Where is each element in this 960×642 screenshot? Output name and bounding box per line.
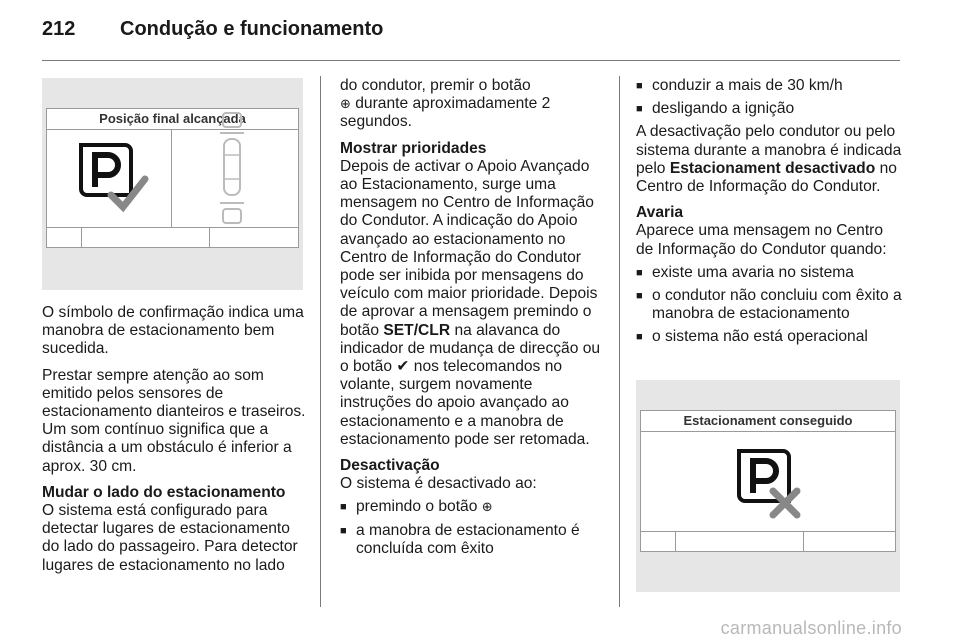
paragraph: A desactivação pelo condutor ou pelo sistema durante a manobra é indicada pelo Estacionament desactivado no Centro de Informação do Condutor. xyxy=(636,123,902,196)
status-message: Estacionament desactivado xyxy=(669,159,876,177)
list-item: ■ o condutor não concluiu com êxito a manobra de estacionamento xyxy=(636,287,902,323)
section-heading: Mudar o lado do estacionamento xyxy=(42,483,286,501)
paragraph: O símbolo de confirmação indica uma manobra de estacionamento bem sucedida. xyxy=(42,304,304,358)
list-item: ■ a manobra de estacionamento é concluída com êxito xyxy=(340,522,606,558)
paragraph: Depois de activar o Apoio Avançado ao Estacionamento, surge uma mensagem no Centro de Informação do Condutor. A indicação do Apoio avançado ao estacionamento no Centro de Informação do Condutor pode ser inibida por mensagens do veículo com maior prioridade. Depois de aprovar a mensagem premindo o botão SET/CLR na alavanca do indicador de mudança de direcção ou o botão ✔ nos telecomandos no volante, surgem novamente instruções do apoio avançado ao estacionamento e a manobra de estacionamento pode ser retomada. xyxy=(340,157,601,448)
figure-parking-success xyxy=(636,380,900,592)
page-number: 212 xyxy=(42,18,76,40)
paragraph: O sistema é desactivado ao: xyxy=(340,475,537,493)
column-3 xyxy=(636,77,902,352)
column-divider-2 xyxy=(619,76,620,607)
parking-p-cross-icon xyxy=(735,449,807,521)
column-1 xyxy=(42,304,308,583)
column-2 xyxy=(340,77,606,563)
paragraph: O sistema está configurado para detectar lugares de estacionamento do lado do passageiro. Para detector lugares de estacionamento no lado xyxy=(42,502,298,574)
paragraph: Prestar sempre atenção ao som emitido pelos sensores de estacionamento dianteiros e traseiros. Um som contínuo significa que a distância a um obstáculo é inferior a aprox. 30 cm. xyxy=(42,366,306,475)
page-header xyxy=(42,18,902,58)
display-screen xyxy=(640,410,896,552)
section-heading: Mostrar prioridades xyxy=(340,139,487,157)
set-clr-label: SET/CLR xyxy=(383,321,451,339)
header-divider xyxy=(42,60,900,61)
parking-assist-button-icon: ⊕ xyxy=(481,499,493,515)
section-heading: Avaria xyxy=(636,204,684,222)
figure-final-position xyxy=(42,78,303,290)
paragraph: do condutor, premir o botão ⊕ durante aproximadamente 2 segundos. xyxy=(340,77,551,131)
column-divider-1 xyxy=(320,76,321,607)
list-item: ■ conduzir a mais de 30 km/h xyxy=(636,77,902,95)
section-heading: Desactivação xyxy=(340,457,440,475)
list-item: ■ desligando a ignição xyxy=(636,100,902,118)
parking-p-check-icon xyxy=(77,143,149,215)
parking-assist-button-icon: ⊕ xyxy=(340,96,351,112)
chapter-title: Condução e funcionamento xyxy=(120,18,384,40)
display-screen xyxy=(46,108,299,248)
paragraph: Aparece uma mensagem no Centro de Informação do Condutor quando: xyxy=(636,222,887,258)
list-item: ■ premindo o botão ⊕ xyxy=(340,498,606,516)
watermark: carmanualsonline.info xyxy=(720,618,902,638)
screen-title: Estacionament conseguido xyxy=(641,411,895,432)
list-item: ■ existe uma avaria no sistema xyxy=(636,264,902,282)
list-item: ■ o sistema não está operacional xyxy=(636,328,902,346)
check-icon: ✔ xyxy=(396,358,410,376)
car-sensor-icon xyxy=(217,111,247,225)
screen-title: Posição final alcançada xyxy=(47,109,298,130)
